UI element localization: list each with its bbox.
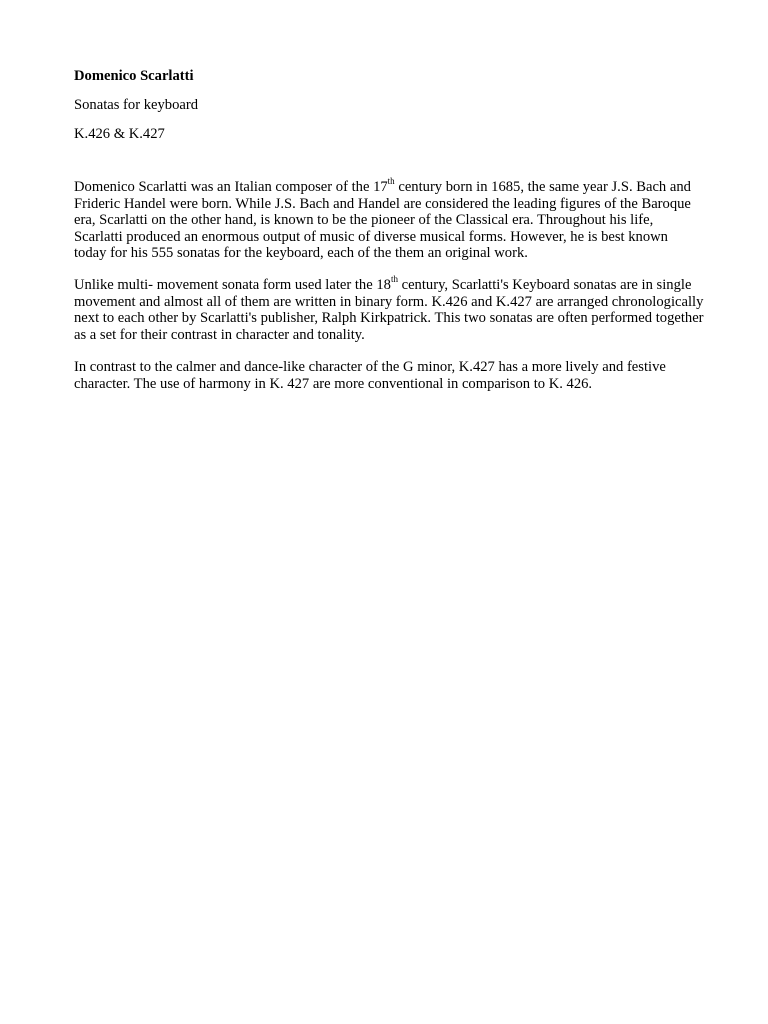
document-subtitle: Sonatas for keyboard xyxy=(74,97,199,113)
paragraph-contrast: In contrast to the calmer and dance-like character of the G minor, K.427 has a more lively and festive character. The use of harmony in K. 427 are more conventional in comparison to K. 426. xyxy=(74,359,666,392)
document-title: Domenico Scarlatti xyxy=(74,68,194,84)
paragraph-text: century born in 1685, the same year J.S. Bach and Frideric Handel were born. While J.S. Bach and Handel are considered the leading figures of the Baroque era, Scarlatti on the other hand, is known to be the pioneer of the Classical era. Throughout his life, Scarlatti produced an enormous output of music of diverse musical forms. However, he is best known today for his 555 sonatas for the keyboard, each of the them an original work. xyxy=(74,179,691,262)
paragraph-biography xyxy=(74,176,704,262)
paragraph-text: century, Scarlatti's Keyboard sonatas are in single movement and almost all of them are written in binary form. K.426 and K.427 are arranged chronologically next to each other by Scarlatti's publisher, Ralph Kirkpatrick. This two sonatas are often performed together as a set for their contrast in character and tonality. xyxy=(74,276,704,343)
catalog-numbers: K.426 & K.427 xyxy=(74,126,165,142)
paragraph-text: Unlike multi- movement sonata form used later the 18 xyxy=(74,276,391,293)
paragraph-sonata-form xyxy=(74,274,704,343)
paragraph-text: Domenico Scarlatti was an Italian composer of the 17 xyxy=(74,179,388,195)
ordinal-superscript: th xyxy=(387,176,395,187)
ordinal-superscript: th xyxy=(390,274,398,285)
document-page xyxy=(74,68,704,393)
